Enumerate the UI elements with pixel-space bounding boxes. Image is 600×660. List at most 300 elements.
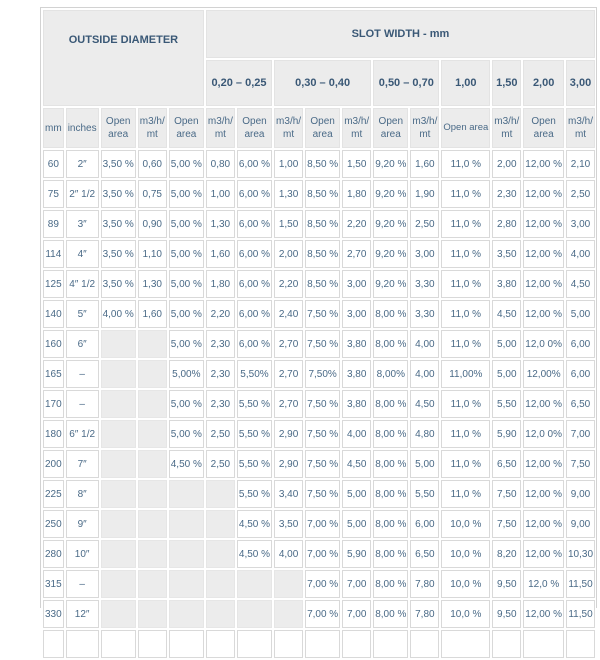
cell xyxy=(274,630,303,658)
cell: 250 xyxy=(43,510,64,538)
table-row xyxy=(43,240,595,268)
cell xyxy=(169,600,204,628)
cell: 8,00 % xyxy=(373,450,408,478)
cell xyxy=(138,450,167,478)
cell: 5,90 xyxy=(492,420,521,448)
cell: 8,50 % xyxy=(305,270,340,298)
table-row xyxy=(43,150,595,178)
slot-range-150: 1,50 xyxy=(492,60,521,106)
cell: 2,50 xyxy=(566,180,595,208)
cell xyxy=(101,600,136,628)
cell xyxy=(305,630,340,658)
cell: 4,50 % xyxy=(169,450,204,478)
cell: 2,00 xyxy=(492,150,521,178)
cell xyxy=(138,330,167,358)
table-row xyxy=(43,330,595,358)
cell: 5,00 % xyxy=(169,270,204,298)
cell xyxy=(169,630,204,658)
cell: 7,00 xyxy=(342,570,371,598)
cell: 5,00 % xyxy=(169,330,204,358)
cell: 2,30 xyxy=(206,390,235,418)
cell: 170 xyxy=(43,390,64,418)
cell: 12,0 % xyxy=(523,570,564,598)
cell: 5,00 % xyxy=(169,300,204,328)
cell: 12,00 % xyxy=(523,600,564,628)
cell: 9,20 % xyxy=(373,240,408,268)
cell: 2,20 xyxy=(206,300,235,328)
cell: 9,20 % xyxy=(373,210,408,238)
cell xyxy=(523,630,564,658)
cell xyxy=(101,390,136,418)
cell: 6,50 xyxy=(492,450,521,478)
cell: 0,75 xyxy=(138,180,167,208)
cell: 2,70 xyxy=(274,330,303,358)
table-row xyxy=(43,270,595,298)
col-header-open-area-3: Open area xyxy=(237,108,272,148)
cell: 12,0 0% xyxy=(523,420,564,448)
cell: 2,20 xyxy=(274,270,303,298)
cell xyxy=(373,630,408,658)
cell: 6″ xyxy=(66,330,99,358)
slot-range-020-025: 0,20 – 0,25 xyxy=(206,60,272,106)
cell: 11,00% xyxy=(441,360,490,388)
cell xyxy=(66,630,99,658)
cell: 11,0 % xyxy=(441,420,490,448)
cell: 8,00 % xyxy=(373,510,408,538)
cell: 7,50 % xyxy=(305,420,340,448)
slot-range-100: 1,00 xyxy=(441,60,490,106)
cell: 7,50 % xyxy=(305,450,340,478)
cell: 1,00 xyxy=(206,180,235,208)
slot-width-header: SLOT WIDTH - mm xyxy=(206,10,595,58)
cell: 1,30 xyxy=(274,180,303,208)
cell: 2,00 xyxy=(274,240,303,268)
cell: 5,00 % xyxy=(169,210,204,238)
col-header-open-area-7: Open area xyxy=(523,108,564,148)
col-header-m3hmt-7: m3/h/ mt xyxy=(566,108,595,148)
group-header-row xyxy=(43,10,595,58)
column-header-row xyxy=(43,108,595,148)
cell: 2,50 xyxy=(206,450,235,478)
cell: 5,00 % xyxy=(169,390,204,418)
col-header-m3hmt-3: m3/h/ mt xyxy=(274,108,303,148)
cell: 2,90 xyxy=(274,420,303,448)
col-header-open-area-4: Open area xyxy=(305,108,340,148)
cell: 8,50 % xyxy=(305,180,340,208)
cell: 6,00 % xyxy=(237,270,272,298)
cell xyxy=(101,570,136,598)
cell: 11,0 % xyxy=(441,180,490,208)
cell: 11,0 % xyxy=(441,300,490,328)
cell: – xyxy=(66,390,99,418)
cell: 10,0 % xyxy=(441,540,490,568)
cell: 0,80 xyxy=(206,150,235,178)
cell: 5,00 xyxy=(342,480,371,508)
cell: 7,50 % xyxy=(305,390,340,418)
slot-range-050-070: 0,50 – 0,70 xyxy=(373,60,439,106)
cell: 7,50 % xyxy=(305,330,340,358)
col-header-open-area-6: Open area xyxy=(441,108,490,148)
cell xyxy=(138,390,167,418)
cell: 140 xyxy=(43,300,64,328)
cell xyxy=(206,600,235,628)
cell: 6,00 % xyxy=(237,210,272,238)
cell: 1,00 xyxy=(274,150,303,178)
cell: 5,50 xyxy=(492,390,521,418)
cell: 12″ xyxy=(66,600,99,628)
cell: 1,50 xyxy=(342,150,371,178)
cell: 3,80 xyxy=(492,270,521,298)
cell: 8,50 % xyxy=(305,150,340,178)
cell: 7,80 xyxy=(410,600,439,628)
cell: 3,50 % xyxy=(101,240,136,268)
cell: 12,00 % xyxy=(523,390,564,418)
cell: 4,50 xyxy=(492,300,521,328)
cell: 11,0 % xyxy=(441,150,490,178)
cell xyxy=(237,600,272,628)
cell: 6,00 % xyxy=(237,300,272,328)
cell: 6,00 % xyxy=(237,240,272,268)
cell xyxy=(101,330,136,358)
cell: 5,00 xyxy=(342,510,371,538)
cell xyxy=(274,600,303,628)
cell: 2,40 xyxy=(274,300,303,328)
cell: 12,00 % xyxy=(523,450,564,478)
cell: 8,50 % xyxy=(305,240,340,268)
cell xyxy=(138,360,167,388)
cell: 4,50 % xyxy=(237,510,272,538)
slotted-pipe-spec-table xyxy=(41,8,597,660)
cell: 1,10 xyxy=(138,240,167,268)
cell: 4,00 xyxy=(342,420,371,448)
cell: 3,00 xyxy=(410,240,439,268)
cell: 7,50 % xyxy=(305,480,340,508)
cell: 8,00 % xyxy=(373,480,408,508)
cell: 3,50 xyxy=(274,510,303,538)
cell: 9,50 xyxy=(492,600,521,628)
table-body xyxy=(43,150,595,658)
cell: 7,50 xyxy=(492,510,521,538)
cell: 9″ xyxy=(66,510,99,538)
cell: 7,50 % xyxy=(305,300,340,328)
col-header-inches: inches xyxy=(66,108,99,148)
cell: 4,00 xyxy=(410,330,439,358)
col-header-m3hmt-1: m3/h/ mt xyxy=(138,108,167,148)
cell: 2,50 xyxy=(206,420,235,448)
cell xyxy=(101,420,136,448)
cell: 3,30 xyxy=(410,270,439,298)
cell: 11,0 % xyxy=(441,450,490,478)
cell: 4″ xyxy=(66,240,99,268)
cell: 125 xyxy=(43,270,64,298)
cell: 5,00 xyxy=(492,360,521,388)
cell: 89 xyxy=(43,210,64,238)
cell: 7,00 % xyxy=(305,510,340,538)
cell: 8,20 xyxy=(492,540,521,568)
cell: 4,50 xyxy=(342,450,371,478)
table-row xyxy=(43,360,595,388)
cell: 8,00 % xyxy=(373,300,408,328)
cell: 180 xyxy=(43,420,64,448)
cell: 10,0 % xyxy=(441,600,490,628)
cell: 7,00 % xyxy=(305,570,340,598)
cell xyxy=(43,630,64,658)
cell: 10,0 % xyxy=(441,570,490,598)
cell xyxy=(101,630,136,658)
cell: 7,50% xyxy=(305,360,340,388)
table-row xyxy=(43,600,595,628)
cell xyxy=(138,630,167,658)
cell: 8,00 % xyxy=(373,540,408,568)
cell: 7,80 xyxy=(410,570,439,598)
cell: 10,30 xyxy=(566,540,595,568)
cell xyxy=(169,570,204,598)
cell: 225 xyxy=(43,480,64,508)
cell: 160 xyxy=(43,330,64,358)
cell: 11,0 % xyxy=(441,270,490,298)
cell: 2,70 xyxy=(274,390,303,418)
cell: 4,50 xyxy=(410,390,439,418)
cell: 5,00 xyxy=(566,300,595,328)
cell: 7″ xyxy=(66,450,99,478)
cell xyxy=(566,630,595,658)
cell: 2″ xyxy=(66,150,99,178)
cell: 11,50 xyxy=(566,570,595,598)
cell: 0,60 xyxy=(138,150,167,178)
cell: 200 xyxy=(43,450,64,478)
cell: 114 xyxy=(43,240,64,268)
cell: 5,00 xyxy=(492,330,521,358)
cell: 3,80 xyxy=(342,330,371,358)
cell: 9,20 % xyxy=(373,150,408,178)
cell: 3,50 xyxy=(492,240,521,268)
cell: 8,00 % xyxy=(373,390,408,418)
cell xyxy=(237,570,272,598)
table-row xyxy=(43,510,595,538)
cell xyxy=(410,630,439,658)
cell: 12,00 % xyxy=(523,210,564,238)
cell: 5,00% xyxy=(169,360,204,388)
slot-range-300: 3,00 xyxy=(566,60,595,106)
cell: 9,00 xyxy=(566,510,595,538)
cell: 6,00 % xyxy=(237,330,272,358)
cell: 1,60 xyxy=(206,240,235,268)
cell xyxy=(206,570,235,598)
col-header-open-area-5: Open area xyxy=(373,108,408,148)
cell xyxy=(206,480,235,508)
cell: 3,80 xyxy=(342,390,371,418)
cell: 10,0 % xyxy=(441,510,490,538)
cell: 8,00% xyxy=(373,360,408,388)
cell: 2,30 xyxy=(492,180,521,208)
cell: 1,90 xyxy=(410,180,439,208)
cell: 2″ 1/2 xyxy=(66,180,99,208)
cell xyxy=(138,570,167,598)
cell xyxy=(492,630,521,658)
cell: 7,00 % xyxy=(305,540,340,568)
table-row xyxy=(43,570,595,598)
col-header-open-area-1: Open area xyxy=(101,108,136,148)
cell: 5,50 % xyxy=(237,420,272,448)
cell: 3,50 % xyxy=(101,180,136,208)
cell xyxy=(206,510,235,538)
slot-range-200: 2,00 xyxy=(523,60,564,106)
cell: 8″ xyxy=(66,480,99,508)
cell: 3,00 xyxy=(342,300,371,328)
cell xyxy=(169,510,204,538)
cell: 9,50 xyxy=(492,570,521,598)
cell: 2,50 xyxy=(410,210,439,238)
cell: 3,50 % xyxy=(101,210,136,238)
cell: 1,30 xyxy=(138,270,167,298)
table-row xyxy=(43,540,595,568)
cell: 2,10 xyxy=(566,150,595,178)
cell: 12,00 % xyxy=(523,510,564,538)
cell xyxy=(138,540,167,568)
cell: 315 xyxy=(43,570,64,598)
cell xyxy=(101,480,136,508)
cell: 5,00 % xyxy=(169,150,204,178)
table-row xyxy=(43,450,595,478)
cell: 2,70 xyxy=(342,240,371,268)
cell: 3,40 xyxy=(274,480,303,508)
cell: 4,00 % xyxy=(101,300,136,328)
cell: 8,00 % xyxy=(373,330,408,358)
cell: 11,0 % xyxy=(441,240,490,268)
cell xyxy=(138,600,167,628)
col-header-m3hmt-2: m3/h/ mt xyxy=(206,108,235,148)
cell: 8,50 % xyxy=(305,210,340,238)
cell: 2,30 xyxy=(206,360,235,388)
cell xyxy=(274,570,303,598)
cell: 6,00 % xyxy=(237,180,272,208)
cell: – xyxy=(66,360,99,388)
cell: 6,00 % xyxy=(237,150,272,178)
cell: 6,00 xyxy=(566,360,595,388)
cell: 165 xyxy=(43,360,64,388)
col-header-open-area-2: Open area xyxy=(169,108,204,148)
cell: 3,50 % xyxy=(101,270,136,298)
cell: 7,50 xyxy=(492,480,521,508)
cell: 2,70 xyxy=(274,360,303,388)
cell: 8,00 % xyxy=(373,600,408,628)
cell: 11,50 xyxy=(566,600,595,628)
cell: 11,0 % xyxy=(441,330,490,358)
cell: 2,20 xyxy=(342,210,371,238)
slot-range-030-040: 0,30 – 0,40 xyxy=(274,60,371,106)
cell: 3,50 % xyxy=(101,150,136,178)
cell: 5,90 xyxy=(342,540,371,568)
cell: 60 xyxy=(43,150,64,178)
cell: 5,50 % xyxy=(237,480,272,508)
cell: 3″ xyxy=(66,210,99,238)
cell xyxy=(101,360,136,388)
cell: 12,00 % xyxy=(523,270,564,298)
cell: 9,20 % xyxy=(373,270,408,298)
cell: 2,30 xyxy=(206,330,235,358)
cell: 1,80 xyxy=(206,270,235,298)
cell: 10″ xyxy=(66,540,99,568)
cell: 2,90 xyxy=(274,450,303,478)
cell xyxy=(169,540,204,568)
cell: 12,00 % xyxy=(523,300,564,328)
table-row xyxy=(43,420,595,448)
col-header-m3hmt-6: m3/h/ mt xyxy=(492,108,521,148)
table-row xyxy=(43,630,595,658)
cell: 12,00% xyxy=(523,360,564,388)
cell: 4,50 % xyxy=(237,540,272,568)
cell: 4,80 xyxy=(410,420,439,448)
cell: 12,00 % xyxy=(523,540,564,568)
cell: 7,00 % xyxy=(305,600,340,628)
cell: 7,00 xyxy=(342,600,371,628)
col-header-mm: mm xyxy=(43,108,64,148)
cell: 12,00 % xyxy=(523,240,564,268)
col-header-m3hmt-4: m3/h/ mt xyxy=(342,108,371,148)
table-row xyxy=(43,180,595,208)
cell xyxy=(138,480,167,508)
cell: 12,0 0% xyxy=(523,330,564,358)
cell: 12,00 % xyxy=(523,180,564,208)
outside-diameter-header: OUTSIDE DIAMETER xyxy=(43,10,204,106)
cell: 1,80 xyxy=(342,180,371,208)
table-row xyxy=(43,390,595,418)
cell: 6″ 1/2 xyxy=(66,420,99,448)
cell: – xyxy=(66,570,99,598)
table-row xyxy=(43,210,595,238)
cell: 5,00 % xyxy=(169,240,204,268)
cell xyxy=(101,450,136,478)
cell xyxy=(101,540,136,568)
cell: 75 xyxy=(43,180,64,208)
cell: 8,00 % xyxy=(373,570,408,598)
table-panel xyxy=(40,7,597,620)
cell: 4,00 xyxy=(566,240,595,268)
cell: 7,00 xyxy=(566,420,595,448)
cell: 1,60 xyxy=(138,300,167,328)
cell xyxy=(342,630,371,658)
cell: 6,00 xyxy=(410,510,439,538)
cell: 5,50% xyxy=(237,360,272,388)
cell: 9,00 xyxy=(566,480,595,508)
table-row xyxy=(43,480,595,508)
table-row xyxy=(43,300,595,328)
cell: 280 xyxy=(43,540,64,568)
cell: 4,00 xyxy=(410,360,439,388)
cell: 7,50 xyxy=(566,450,595,478)
cell: 5″ xyxy=(66,300,99,328)
cell: 6,00 xyxy=(566,330,595,358)
cell: 3,30 xyxy=(410,300,439,328)
cell: 5,00 % xyxy=(169,420,204,448)
cell xyxy=(237,630,272,658)
cell: 2,80 xyxy=(492,210,521,238)
cell xyxy=(206,540,235,568)
cell: 0,90 xyxy=(138,210,167,238)
cell: 1,60 xyxy=(410,150,439,178)
cell: 3,00 xyxy=(342,270,371,298)
cell: 1,50 xyxy=(274,210,303,238)
cell: 3,00 xyxy=(566,210,595,238)
cell: 1,30 xyxy=(206,210,235,238)
cell: 5,00 % xyxy=(169,180,204,208)
cell: 12,00 % xyxy=(523,480,564,508)
cell xyxy=(169,480,204,508)
cell: 5,00 xyxy=(410,450,439,478)
cell: 5,50 % xyxy=(237,390,272,418)
cell: 11,0 % xyxy=(441,480,490,508)
cell xyxy=(206,630,235,658)
